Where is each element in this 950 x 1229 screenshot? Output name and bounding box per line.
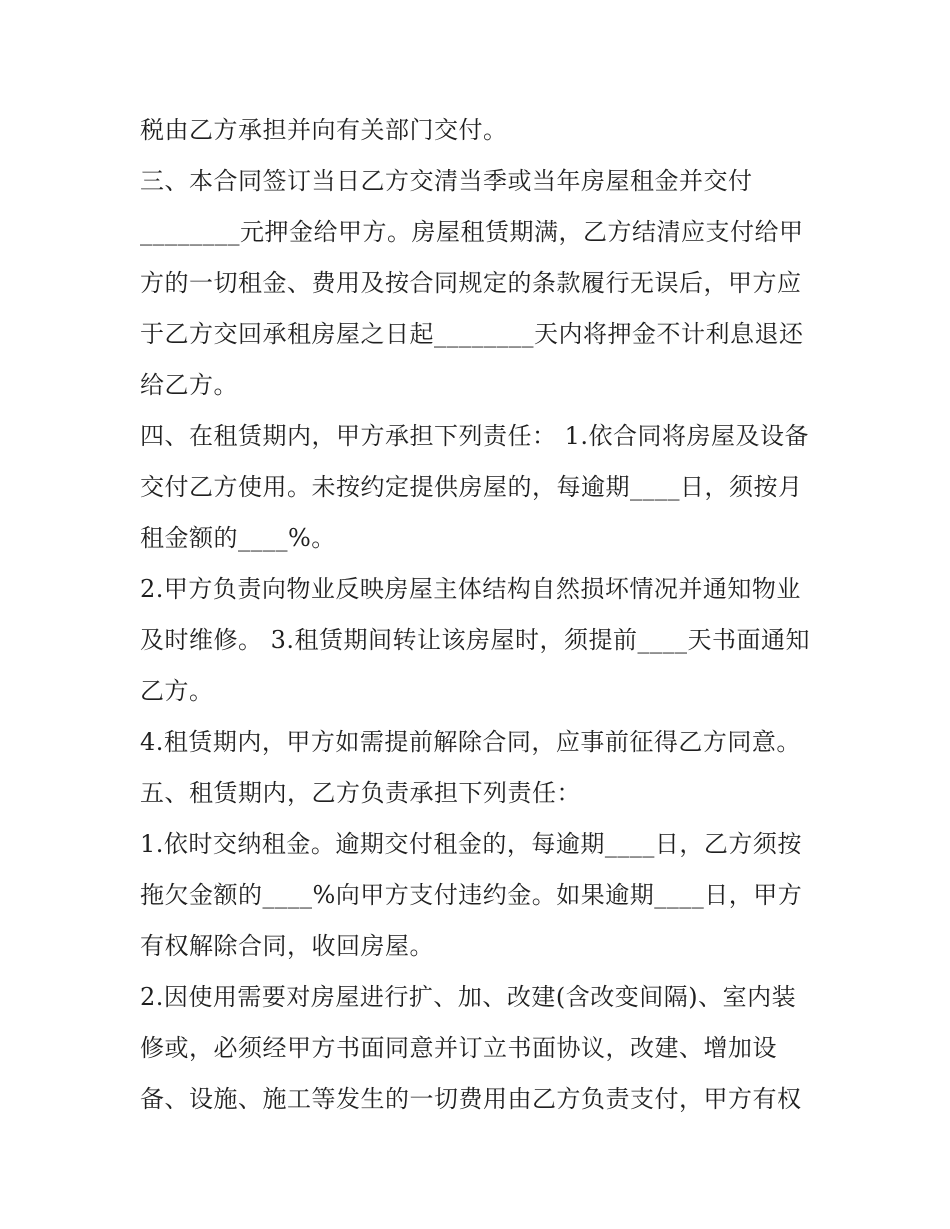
text-line: 4.租赁期内，甲方如需提前解除合同，应事前征得乙方同意。 (140, 728, 801, 756)
text-line: 备、设施、施工等发生的一切费用由乙方负责支付，甲方有权 (140, 1085, 802, 1113)
text-line: 四、在租赁期内，甲方承担下列责任： 1.依合同将房屋及设备 (140, 422, 810, 450)
text-line: 1.依时交纳租金。逾期交付租金的，每逾期____日，乙方须按 (140, 830, 802, 858)
text-line: 乙方。 (140, 677, 214, 705)
contract-text-body (140, 105, 830, 1125)
text-line: 租金额的____%。 (140, 524, 336, 552)
text-line: 税由乙方承担并向有关部门交付。 (140, 116, 508, 144)
text-line: 三、本合同签订当日乙方交清当季或当年房屋租金并交付 (140, 167, 753, 195)
text-line: 2.甲方负责向物业反映房屋主体结构自然损坏情况并通知物业 (140, 575, 801, 603)
text-line: 及时维修。 3.租赁期间转让该房屋时，须提前____天书面通知 (140, 626, 811, 654)
text-line: 给乙方。 (140, 371, 238, 399)
text-line: 修或，必须经甲方书面同意并订立书面协议，改建、增加设 (140, 1034, 777, 1062)
text-line: ________元押金给甲方。房屋租赁期满，乙方结清应支付给甲 (140, 218, 804, 246)
text-line: 2.因使用需要对房屋进行扩、加、改建(含改变间隔)、室内装 (140, 983, 797, 1011)
text-line: 于乙方交回承租房屋之日起________天内将押金不计利息退还 (140, 320, 804, 348)
text-line: 有权解除合同，收回房屋。 (140, 932, 434, 960)
text-line: 五、租赁期内，乙方负责承担下列责任： (140, 779, 581, 807)
text-line: 方的一切租金、费用及按合同规定的条款履行无误后，甲方应 (140, 269, 802, 297)
text-line: 拖欠金额的____%向甲方支付违约金。如果逾期____日，甲方 (140, 881, 803, 909)
text-line: 交付乙方使用。未按约定提供房屋的，每逾期____日，须按月 (140, 473, 803, 501)
